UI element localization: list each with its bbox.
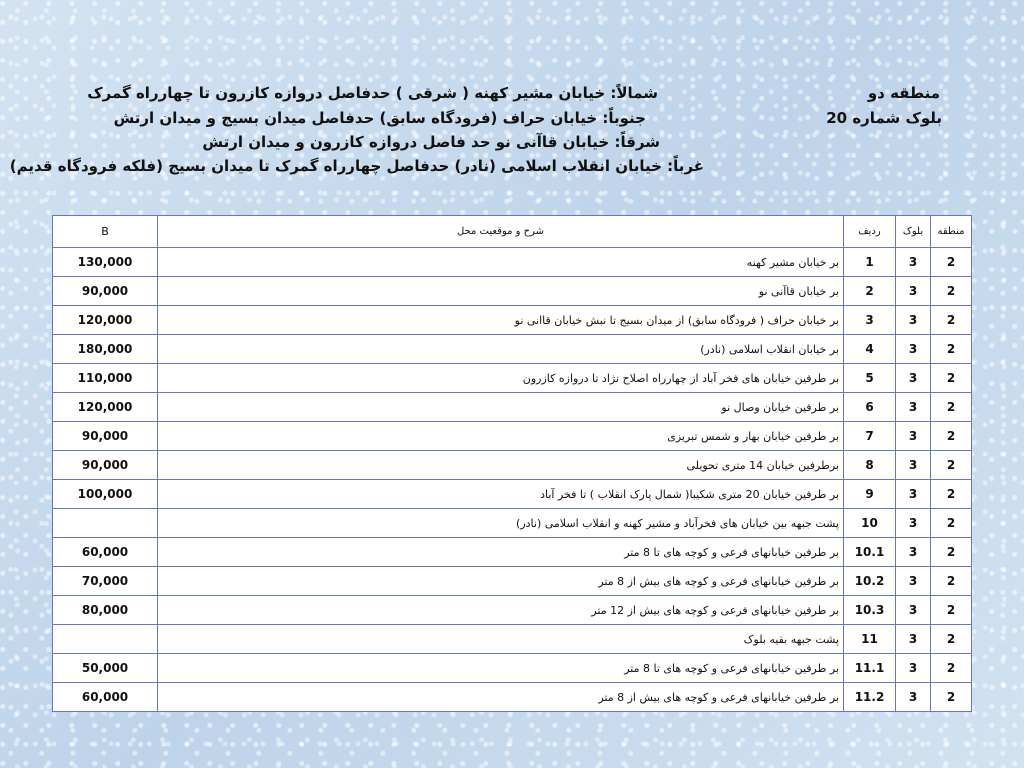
cell-value: 80,000 bbox=[53, 596, 158, 625]
cell-desc: بر طرفین خیابان 20 متری شکیبا( شمال پارک انقلاب ) تا فخر آباد bbox=[158, 480, 844, 509]
north-boundary: شمالاً: خیابان مشیر کهنه ( شرقی ) حدفاصل دروازه کازرون تا چهارراه گمرک bbox=[87, 84, 658, 102]
cell-value bbox=[53, 625, 158, 654]
cell-row: 9 bbox=[844, 480, 896, 509]
table-row bbox=[53, 480, 972, 509]
cell-region: 2 bbox=[931, 364, 972, 393]
table-row bbox=[53, 538, 972, 567]
col-header-block: بلوک bbox=[896, 216, 931, 248]
cell-block: 3 bbox=[896, 509, 931, 538]
cell-row: 11.2 bbox=[844, 683, 896, 712]
west-boundary: غرباً: خیابان انقلاب اسلامی (نادر) حدفاصل چهارراه گمرک تا میدان بسیج (فلکه فرودگاه قدیم) bbox=[9, 157, 704, 175]
cell-row: 1 bbox=[844, 248, 896, 277]
cell-desc: پشت جبهه بین خیابان های فخرآباد و مشیر کهنه و انقلاب اسلامی (نادر) bbox=[158, 509, 844, 538]
cell-value: 110,000 bbox=[53, 364, 158, 393]
table-row bbox=[53, 364, 972, 393]
table-row bbox=[53, 654, 972, 683]
page-header bbox=[0, 0, 1024, 200]
table-body bbox=[53, 248, 972, 712]
cell-desc: بر خیابان انقلاب اسلامی (نادر) bbox=[158, 335, 844, 364]
cell-region: 2 bbox=[931, 683, 972, 712]
cell-region: 2 bbox=[931, 248, 972, 277]
cell-block: 3 bbox=[896, 422, 931, 451]
cell-region: 2 bbox=[931, 654, 972, 683]
cell-region: 2 bbox=[931, 451, 972, 480]
cell-row: 11 bbox=[844, 625, 896, 654]
cell-region: 2 bbox=[931, 422, 972, 451]
cell-value bbox=[53, 509, 158, 538]
cell-row: 10.2 bbox=[844, 567, 896, 596]
cell-row: 10.3 bbox=[844, 596, 896, 625]
block-label: بلوک شماره 20 bbox=[826, 109, 942, 127]
cell-row: 11.1 bbox=[844, 654, 896, 683]
cell-desc: پشت جبهه بقیه بلوک bbox=[158, 625, 844, 654]
cell-value: 60,000 bbox=[53, 683, 158, 712]
cell-desc: بر طرفین خیابان بهار و شمس تبریزی bbox=[158, 422, 844, 451]
east-boundary: شرقاً: خیابان قاآنی نو حد فاصل دروازه کازرون و میدان ارتش bbox=[202, 133, 660, 151]
cell-desc: بر طرفین خیابان های فخر آباد از چهارراه اصلاح نژاد تا دروازه کازرون bbox=[158, 364, 844, 393]
cell-block: 3 bbox=[896, 364, 931, 393]
cell-value: 180,000 bbox=[53, 335, 158, 364]
cell-row: 7 bbox=[844, 422, 896, 451]
cell-row: 2 bbox=[844, 277, 896, 306]
cell-row: 10 bbox=[844, 509, 896, 538]
cell-block: 3 bbox=[896, 480, 931, 509]
cell-block: 3 bbox=[896, 683, 931, 712]
cell-block: 3 bbox=[896, 451, 931, 480]
cell-desc: بر خیابان قاآنی نو bbox=[158, 277, 844, 306]
cell-region: 2 bbox=[931, 538, 972, 567]
cell-region: 2 bbox=[931, 480, 972, 509]
cell-block: 3 bbox=[896, 567, 931, 596]
table-row bbox=[53, 306, 972, 335]
table-header-row bbox=[53, 216, 972, 248]
col-header-region: منطقه bbox=[931, 216, 972, 248]
col-header-desc: شرح و موقعیت محل bbox=[158, 216, 844, 248]
cell-desc: بر طرفین خیابانهای فرعی و کوچه های بیش از 12 متر bbox=[158, 596, 844, 625]
cell-value: 70,000 bbox=[53, 567, 158, 596]
cell-region: 2 bbox=[931, 625, 972, 654]
cell-block: 3 bbox=[896, 538, 931, 567]
table-row bbox=[53, 625, 972, 654]
table-row bbox=[53, 596, 972, 625]
cell-region: 2 bbox=[931, 277, 972, 306]
cell-desc: بر طرفین خیابانهای فرعی و کوچه های بیش از 8 متر bbox=[158, 683, 844, 712]
cell-row: 6 bbox=[844, 393, 896, 422]
valuation-table bbox=[52, 215, 972, 712]
cell-desc: بر طرفین خیابانهای فرعی و کوچه های بیش از 8 متر bbox=[158, 567, 844, 596]
cell-desc: بر طرفین خیابان وصال نو bbox=[158, 393, 844, 422]
cell-region: 2 bbox=[931, 509, 972, 538]
table-row bbox=[53, 393, 972, 422]
cell-row: 4 bbox=[844, 335, 896, 364]
cell-value: 100,000 bbox=[53, 480, 158, 509]
cell-block: 3 bbox=[896, 306, 931, 335]
cell-desc: بر خیابان مشیر کهنه bbox=[158, 248, 844, 277]
cell-region: 2 bbox=[931, 393, 972, 422]
cell-desc: بر طرفین خیابانهای فرعی و کوچه های تا 8 متر bbox=[158, 654, 844, 683]
cell-block: 3 bbox=[896, 277, 931, 306]
cell-row: 10.1 bbox=[844, 538, 896, 567]
cell-value: 60,000 bbox=[53, 538, 158, 567]
cell-block: 3 bbox=[896, 248, 931, 277]
table-row bbox=[53, 509, 972, 538]
table-row bbox=[53, 683, 972, 712]
cell-value: 130,000 bbox=[53, 248, 158, 277]
cell-row: 3 bbox=[844, 306, 896, 335]
cell-block: 3 bbox=[896, 393, 931, 422]
cell-value: 120,000 bbox=[53, 306, 158, 335]
table-row bbox=[53, 422, 972, 451]
cell-desc: بر طرفین خیابانهای فرعی و کوچه های تا 8 متر bbox=[158, 538, 844, 567]
cell-block: 3 bbox=[896, 335, 931, 364]
cell-block: 3 bbox=[896, 654, 931, 683]
cell-row: 5 bbox=[844, 364, 896, 393]
table-row bbox=[53, 248, 972, 277]
table-row bbox=[53, 335, 972, 364]
cell-desc: برطرفین خیابان 14 متری تحویلی bbox=[158, 451, 844, 480]
cell-value: 90,000 bbox=[53, 422, 158, 451]
col-header-row: ردیف bbox=[844, 216, 896, 248]
table-row bbox=[53, 567, 972, 596]
cell-value: 90,000 bbox=[53, 451, 158, 480]
cell-value: 90,000 bbox=[53, 277, 158, 306]
cell-value: 50,000 bbox=[53, 654, 158, 683]
col-header-value: B bbox=[53, 216, 158, 248]
south-boundary: جنوباً: خیابان حراف (فرودگاه سابق) حدفاصل میدان بسیج و میدان ارتش bbox=[113, 109, 646, 127]
cell-block: 3 bbox=[896, 625, 931, 654]
cell-region: 2 bbox=[931, 567, 972, 596]
cell-value: 120,000 bbox=[53, 393, 158, 422]
region-label: منطقه دو bbox=[867, 84, 940, 102]
table-row bbox=[53, 451, 972, 480]
cell-desc: بر خیابان حراف ( فرودگاه سابق) از میدان بسیج تا نبش خیابان قاانی نو bbox=[158, 306, 844, 335]
table-row bbox=[53, 277, 972, 306]
cell-row: 8 bbox=[844, 451, 896, 480]
cell-region: 2 bbox=[931, 306, 972, 335]
cell-block: 3 bbox=[896, 596, 931, 625]
cell-region: 2 bbox=[931, 335, 972, 364]
cell-region: 2 bbox=[931, 596, 972, 625]
